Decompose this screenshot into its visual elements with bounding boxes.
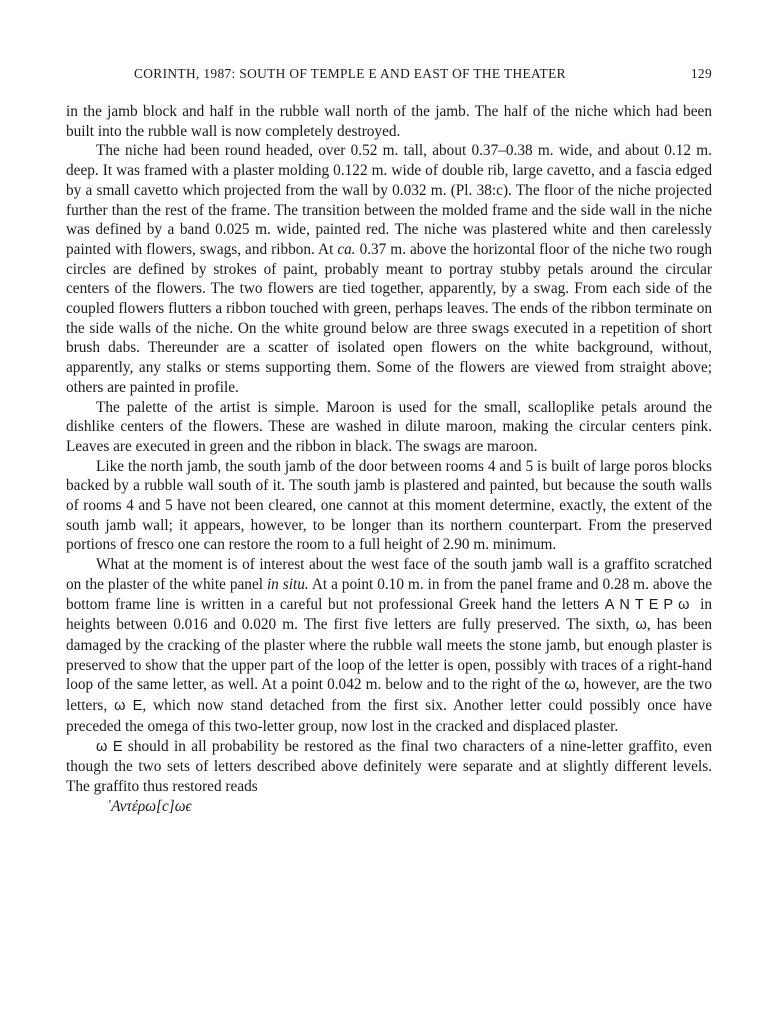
document-page — [66, 64, 712, 816]
page-number: 129 — [690, 66, 712, 81]
greek-restored-graffito: ᾽Αντέρω[c]ωϵ — [106, 797, 192, 815]
running-header — [66, 64, 712, 86]
omega-e-letters: ω Ε — [114, 698, 143, 715]
graffito-letters: ΑΝΤΕΡω — [604, 596, 695, 613]
paragraph-1: in the jamb block and half in the rubble wall north of the jamb. The half of the niche which had been built into the rubble wall is now completely destroyed. — [66, 103, 712, 140]
paragraph-5: What at the moment is of interest about the west face of the south jamb wall is a graffito scratched on the plaster of the white panel in situ. At a point 0.10 m. in from the panel frame and 0.28 m. above the bottom frame line is written in a careful but not professional Greek hand the letters ΑΝΤΕΡω in heights between 0.016 and 0.020 m. The first five letters are fully preserved. The sixth, ω, has been damaged by the cracking of the plaster where the rubble wall meets the stone jamb, but enough plaster is preserved to show that the upper part of the loop of the letter is open, possibly with traces of a right-hand loop of the same letter, as well. At a point 0.042 m. below and to the right of the ω, however, are the two letters, ω Ε, which now stand detached from the first six. Another letter could possibly once have preceded the omega of this two-letter group, now lost in the cracked and displaced plaster. — [66, 556, 713, 735]
running-title: CORINTH, 1987: SOUTH OF TEMPLE E AND EAST OF THE THEATER — [134, 66, 566, 81]
omega-e-letters: ω Ε — [96, 738, 123, 755]
omega-letter: ω — [635, 617, 647, 634]
ca-abbreviation: ca. — [337, 240, 356, 258]
omega-letter: ω — [564, 677, 576, 694]
body-text — [66, 102, 712, 816]
paragraph-6: ω Ε should in all probability be restored as the final two characters of a nine-letter graffito, even though the two sets of letters described above definitely were separate and at slightly different levels. The graffito thus restored reads — [66, 737, 713, 795]
paragraph-3: The palette of the artist is simple. Maroon is used for the small, scalloplike petals around the dishlike centers of the flowers. These are washed in dilute maroon, making the circular centers pink. Leaves are executed in green and the ribbon in black. The swags are maroon. — [66, 398, 712, 455]
paragraph-4: Like the north jamb, the south jamb of the door between rooms 4 and 5 is built of large poros blocks backed by a rubble wall south of it. The south jamb is plastered and painted, but because the south walls of rooms 4 and 5 have not been cleared, one cannot at this moment determine, exactly, the extent of the south jamb wall; it appears, however, to be longer than its northern counterpart. From the preserved portions of fresco one can restore the room to a full height of 2.90 m. minimum. — [66, 457, 712, 554]
paragraph-2: The niche had been round headed, over 0.52 m. tall, about 0.37–0.38 m. wide, and about 0.12 m. deep. It was framed with a plaster molding 0.122 m. wide of double rib, large cavetto, and a fascia edged by a small cavetto which projected from the wall by 0.032 m. (Pl. 38:c). The floor of the niche projected further than the rest of the frame. The transition between the molded frame and the side wall in the niche was defined by a band 0.025 m. wide, painted red. The niche was plastered white and then carelessly painted with flowers, swags, and ribbon. At ca. 0.37 m. above the horizontal floor of the niche two rough circles are defined by strokes of paint, probably meant to portray stubby petals around the circular centers of the flowers. The two flowers are tied together, apparently, by a swag. From each side of the coupled flowers flutters a ribbon touched with green, perhaps leaves. The ends of the ribbon terminate on the side walls of the niche. On the white ground below are three swags executed in a repetition of short brush dabs. Thereunder are a scatter of isolated open flowers on the white background, without, apparently, any stalks or stems supporting them. Some of the flowers are viewed from straight above; others are painted in profile. — [66, 142, 713, 396]
in-situ: in situ. — [266, 575, 309, 593]
